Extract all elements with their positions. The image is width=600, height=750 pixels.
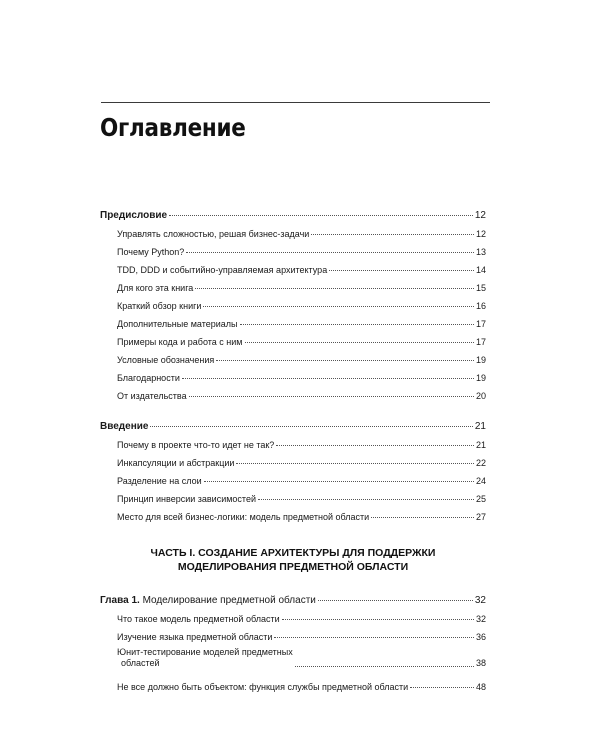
toc-entry[interactable] — [117, 473, 486, 487]
toc-entry-intro[interactable] — [100, 418, 486, 432]
dot-leader — [258, 489, 474, 500]
page-title: Оглавление — [100, 113, 246, 142]
toc-label: Дополнительные материалы — [117, 319, 238, 329]
toc-label-line2: областей — [121, 658, 160, 668]
toc-label: Почему Python? — [117, 247, 185, 257]
dot-leader — [204, 471, 474, 482]
toc-page: 19 — [475, 355, 486, 365]
toc-label — [100, 595, 316, 606]
toc-label: Примеры кода и работа с ним — [117, 337, 243, 347]
dot-leader — [182, 368, 474, 379]
toc-entry[interactable] — [117, 334, 486, 348]
dot-leader — [371, 507, 474, 518]
toc-entry[interactable] — [117, 262, 486, 276]
toc-entry-preface[interactable] — [100, 207, 486, 221]
toc-label: Введение — [100, 421, 149, 432]
toc-page: 27 — [475, 512, 486, 522]
toc-page: 25 — [475, 494, 486, 504]
toc-entry[interactable] — [117, 645, 486, 669]
toc-page: 12 — [475, 229, 486, 239]
toc-label: Разделение на слои — [117, 476, 202, 486]
dot-leader — [236, 453, 474, 464]
dot-leader — [203, 296, 474, 307]
dot-leader — [189, 386, 474, 397]
toc-entry[interactable] — [117, 226, 486, 240]
toc-page: 17 — [475, 319, 486, 329]
toc-entry[interactable] — [117, 629, 486, 643]
toc-entry[interactable] — [117, 491, 486, 505]
toc-label: TDD, DDD и событийно-управляемая архитектура — [117, 265, 328, 275]
toc-entry[interactable] — [117, 280, 486, 294]
dot-leader — [318, 590, 473, 601]
toc-entry[interactable] — [117, 298, 486, 312]
dot-leader — [240, 314, 474, 325]
toc-entry[interactable] — [117, 455, 486, 469]
toc-page: 22 — [475, 458, 486, 468]
toc-entry[interactable] — [117, 679, 486, 693]
chapter-prefix: Глава 1. — [100, 595, 140, 606]
part-heading-line1: ЧАСТЬ I. СОЗДАНИЕ АРХИТЕКТУРЫ ДЛЯ ПОДДЕРЖКИ — [150, 547, 436, 559]
toc-label-line1: Юнит-тестирование моделей предметных — [117, 647, 293, 657]
toc-page: 36 — [475, 632, 486, 642]
toc-page: 21 — [475, 440, 486, 450]
dot-leader — [245, 332, 474, 343]
toc-entry[interactable] — [117, 352, 486, 366]
dot-leader — [311, 224, 474, 235]
toc-label: Благодарности — [117, 373, 180, 383]
toc-label: Изучение языка предметной области — [117, 632, 273, 642]
toc-entry[interactable] — [117, 437, 486, 451]
toc-label: Предисловие — [100, 210, 168, 221]
dot-leader — [216, 350, 474, 361]
toc-entry[interactable] — [117, 388, 486, 402]
toc-entry[interactable] — [117, 316, 486, 330]
dot-leader — [274, 627, 474, 638]
toc-page: 12 — [474, 210, 486, 221]
toc-entry[interactable] — [117, 611, 486, 625]
toc-label — [117, 647, 293, 669]
dot-leader — [195, 278, 474, 289]
toc-label: От издательства — [117, 391, 187, 401]
toc-page: 19 — [475, 373, 486, 383]
toc-entry-chapter-1[interactable] — [100, 592, 486, 606]
dot-leader — [295, 656, 474, 667]
toc-page: 48 — [475, 682, 486, 692]
toc-entry[interactable] — [117, 509, 486, 523]
dot-leader — [276, 435, 474, 446]
dot-leader — [150, 416, 472, 427]
toc-label: Почему в проекте что-то идет не так? — [117, 440, 275, 450]
toc-label: Что такое модель предметной области — [117, 614, 280, 624]
toc-label: Условные обозначения — [117, 355, 215, 365]
part-heading — [100, 546, 486, 574]
toc-page: 38 — [475, 658, 486, 668]
toc-page: 20 — [475, 391, 486, 401]
toc-page: 24 — [475, 476, 486, 486]
toc-page: 16 — [475, 301, 486, 311]
toc-label: Инкапсуляции и абстракции — [117, 458, 235, 468]
toc-label: Место для всей бизнес-логики: модель предметной области — [117, 512, 370, 522]
toc-page: 21 — [474, 421, 486, 432]
dot-leader — [410, 677, 474, 688]
toc-entry[interactable] — [117, 244, 486, 258]
toc-label: Не все должно быть объектом: функция службы предметной области — [117, 682, 409, 692]
toc-page: 15 — [475, 283, 486, 293]
toc-page: 32 — [475, 614, 486, 624]
toc-entry[interactable] — [117, 370, 486, 384]
toc-label: Для кого эта книга — [117, 283, 194, 293]
toc-label: Краткий обзор книги — [117, 301, 202, 311]
toc-label: Принцип инверсии зависимостей — [117, 494, 256, 504]
toc-page: 14 — [475, 265, 486, 275]
toc-page: 32 — [474, 595, 486, 606]
dot-leader — [186, 242, 474, 253]
dot-leader — [282, 609, 474, 620]
part-heading-line2: МОДЕЛИРОВАНИЯ ПРЕДМЕТНОЙ ОБЛАСТИ — [177, 561, 409, 573]
dot-leader — [169, 205, 473, 216]
toc-page: 13 — [475, 247, 486, 257]
toc-page: 17 — [475, 337, 486, 347]
chapter-title: Моделирование предметной области — [142, 595, 316, 606]
dot-leader — [329, 260, 474, 271]
toc-label: Управлять сложностью, решая бизнес-задачи — [117, 229, 310, 239]
